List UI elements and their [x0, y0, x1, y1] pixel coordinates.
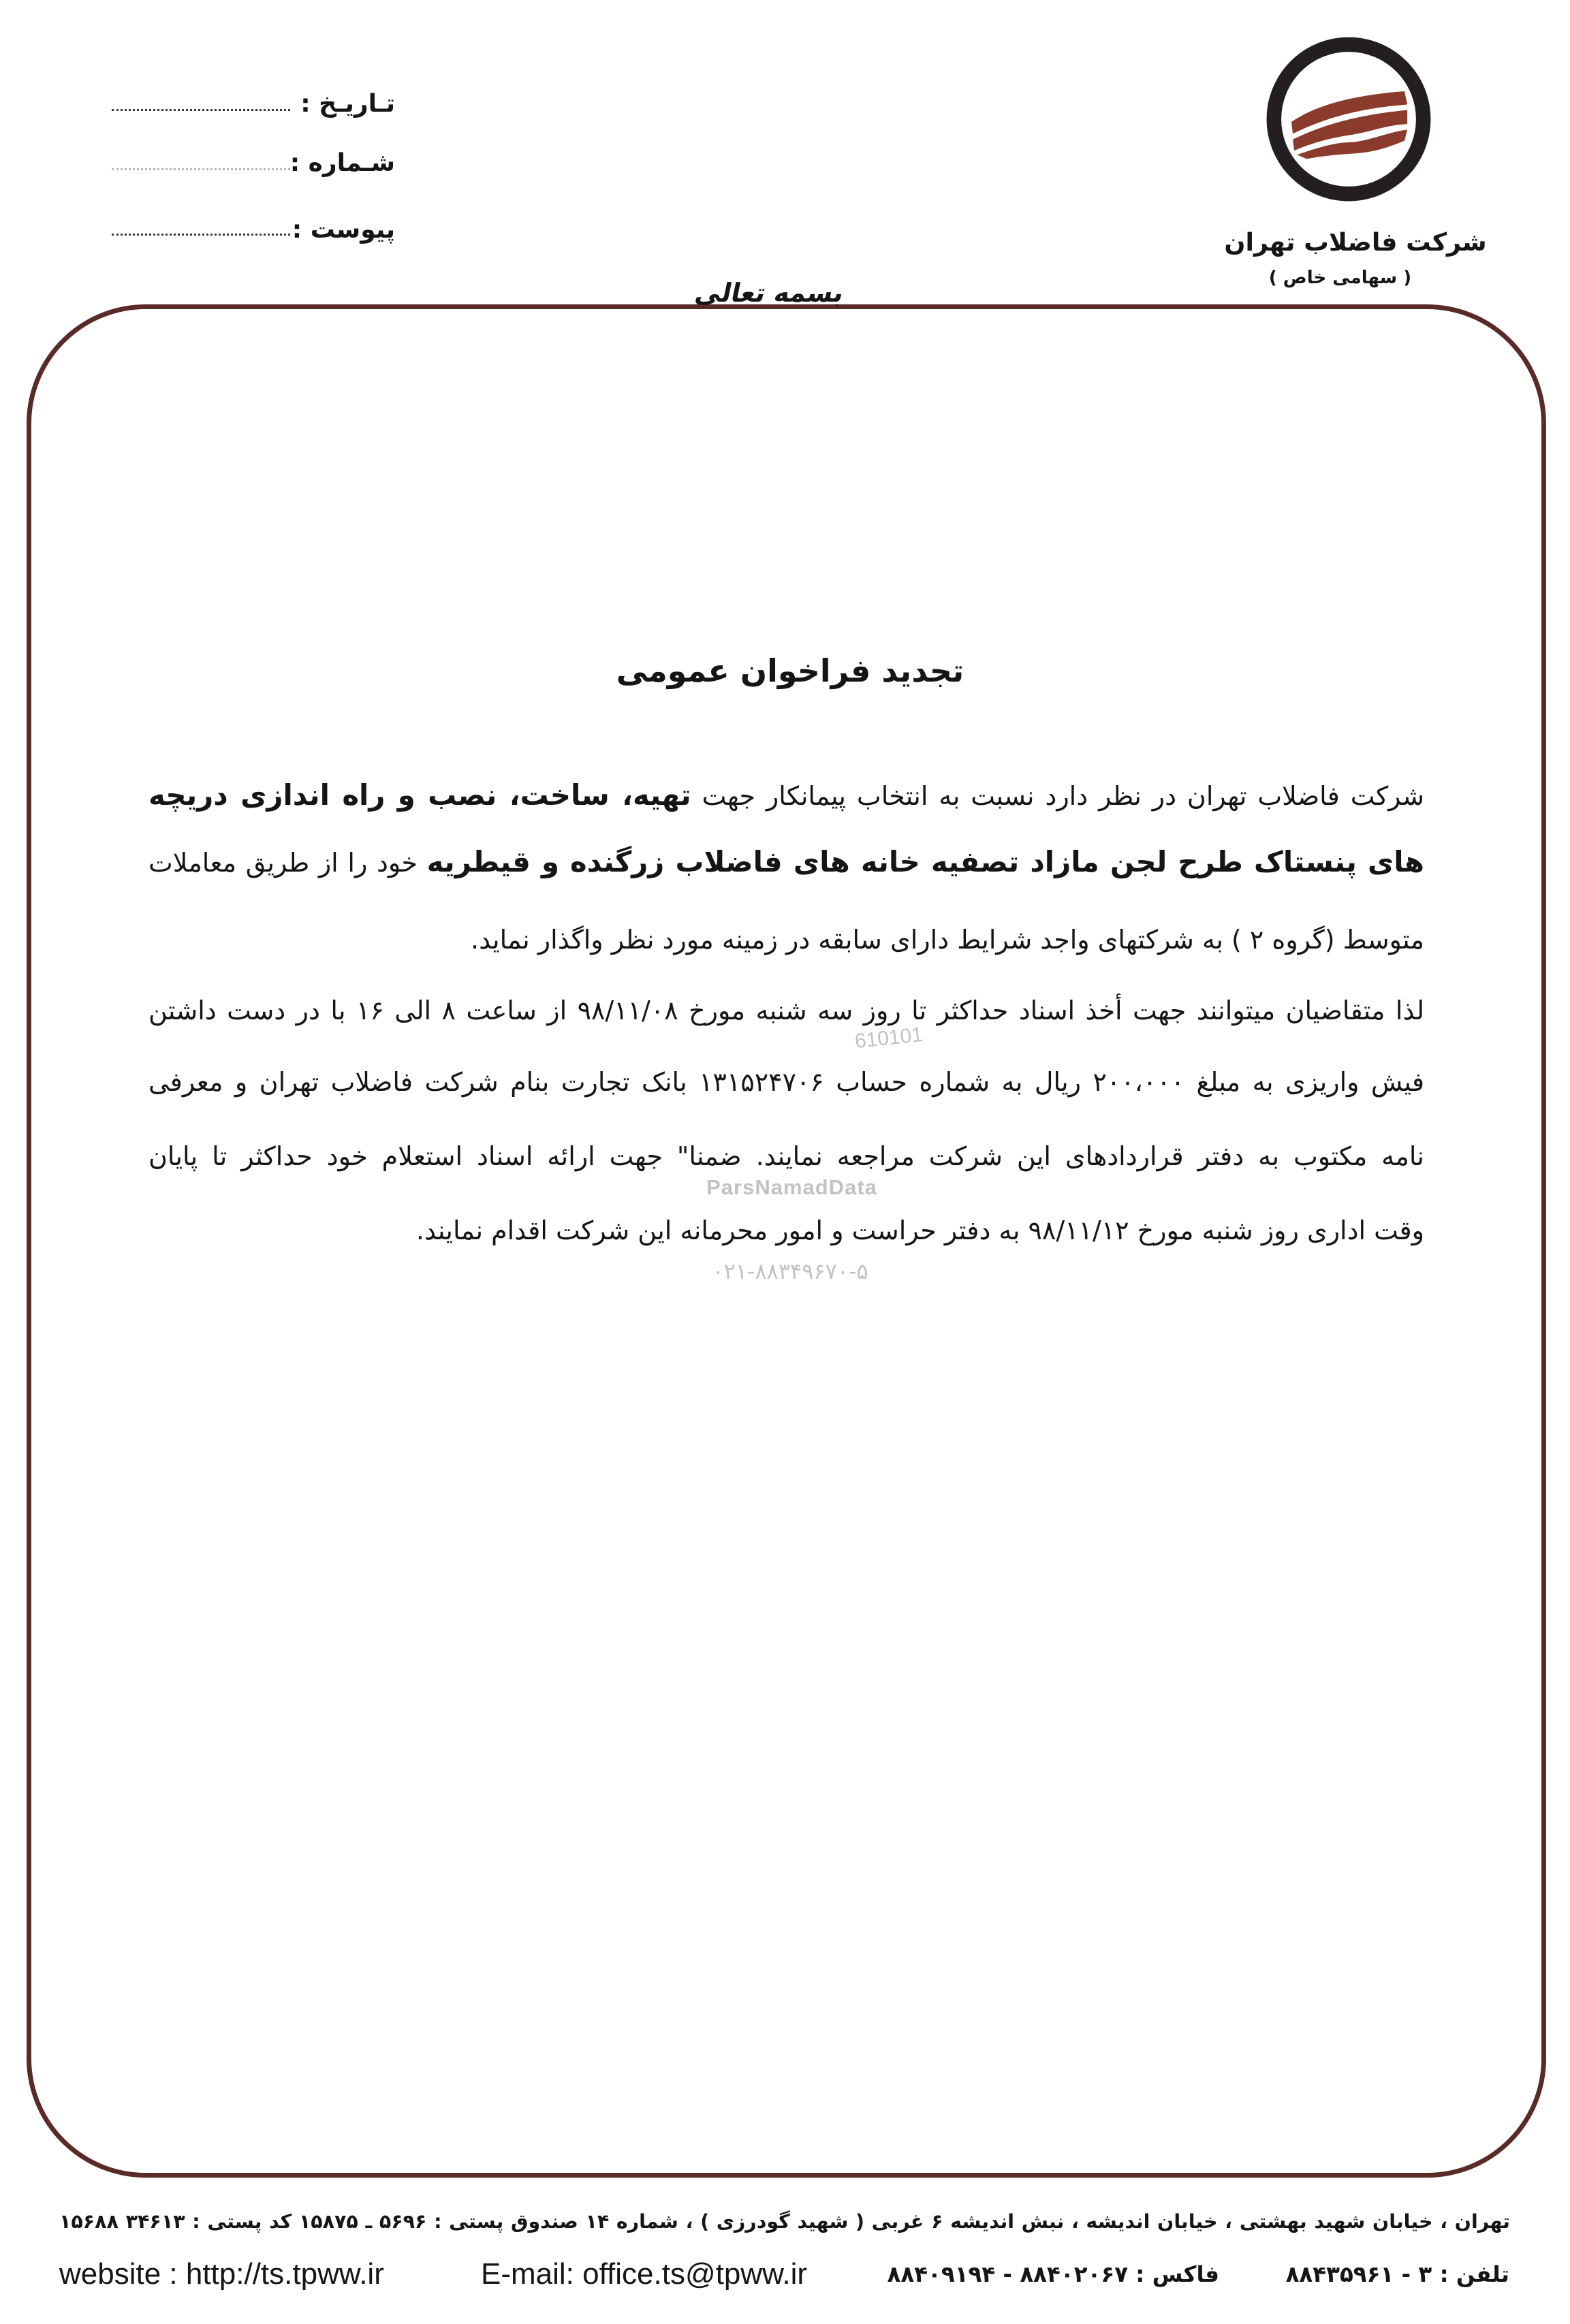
- date-field-line: [112, 109, 290, 111]
- body-text: شرکت فاضلاب تهران در نظر دارد نسبت به انتخاب پیمانکار جهت: [702, 781, 1424, 811]
- company-type: ( سهامی خاص ): [1268, 268, 1412, 288]
- body-text-bold: های پنستاک طرح لجن مازاد تصفیه خانه های فاضلاب زرگنده و قیطریه: [426, 845, 1424, 878]
- date-label: تـاریـخ :: [300, 90, 395, 118]
- footer-email: E-mail: office.ts@tpww.ir: [481, 2257, 808, 2291]
- stamp-brand: ParsNamadData: [706, 1175, 877, 1199]
- number-field-line: [112, 168, 290, 170]
- footer-website: website : http://ts.tpww.ir: [59, 2257, 384, 2291]
- body-line-5: فیش واریزی به مبلغ ۲۰۰،۰۰۰ ریال به شماره حساب ۱۳۱۵۲۴۷۰۶ بانک تجارت بنام شرکت فاضلاب تهران و معرفی: [148, 1067, 1424, 1097]
- attachment-field-line: [112, 234, 290, 236]
- salutation: بسمه تعالی: [692, 278, 847, 308]
- company-name: شرکت فاضلاب تهران: [1224, 227, 1487, 257]
- page-title: تجدید فراخوان عمومی: [616, 652, 964, 689]
- footer-phone: تلفن : ۳ - ۸۸۴۳۵۹۶۱: [1285, 2261, 1509, 2287]
- body-line-7: وقت اداری روز شنبه مورخ ۹۸/۱۱/۱۲ به دفتر حراست و امور محرمانه این شرکت اقدام نمایند.: [415, 1215, 1424, 1245]
- body-line-4: لذا متقاضیان میتوانند جهت أخذ اسناد حداکثر تا روز سه شنبه مورخ ۹۸/۱۱/۰۸ از ساعت ۸ الی ۱۶ با در دست داشتن: [148, 996, 1425, 1025]
- stamp-code: 610101: [853, 1023, 924, 1053]
- stamp-phone: ۰۲۱-۸۸۳۴۹۶۷۰-۵: [712, 1258, 868, 1284]
- number-label: شـماره :: [289, 149, 395, 177]
- body-text-bold: تهیه، ساخت، نصب و راه اندازی دریچه: [148, 778, 691, 812]
- body-line-3: متوسط (گروه ۲ ) به شرکتهای واجد شرایط دارای سابقه در زمینه مورد نظر واگذار نماید.: [470, 925, 1424, 955]
- body-line-1: [148, 774, 1424, 817]
- footer-address: تهران ، خیابان شهید بهشتی ، خیابان اندیشه ، نبش اندیشه ۶ غربی ( شهید گودرزی ) ، شماره ۱۴ صندوق پستی : ۵۶۹۶ ـ ۱۵۸۷۵ کد پستی : ۳۴۶۱۳ ۱۵۶۸۸: [59, 2210, 1511, 2233]
- attachment-label: پیوست :: [292, 216, 395, 244]
- body-text: خود را از طریق معاملات: [148, 848, 418, 878]
- body-line-6: نامه مکتوب به دفتر قراردادهای این شرکت مراجعه نمایند. ضمنا" جهت ارائه اسناد استعلام خود حداکثر تا پایان: [148, 1141, 1424, 1171]
- body-line-2: [148, 840, 1424, 884]
- company-logo-icon: [1265, 35, 1432, 203]
- footer-fax: فاکس : ۸۸۴۰۲۰۶۷ - ۸۸۴۰۹۱۹۴: [887, 2261, 1219, 2287]
